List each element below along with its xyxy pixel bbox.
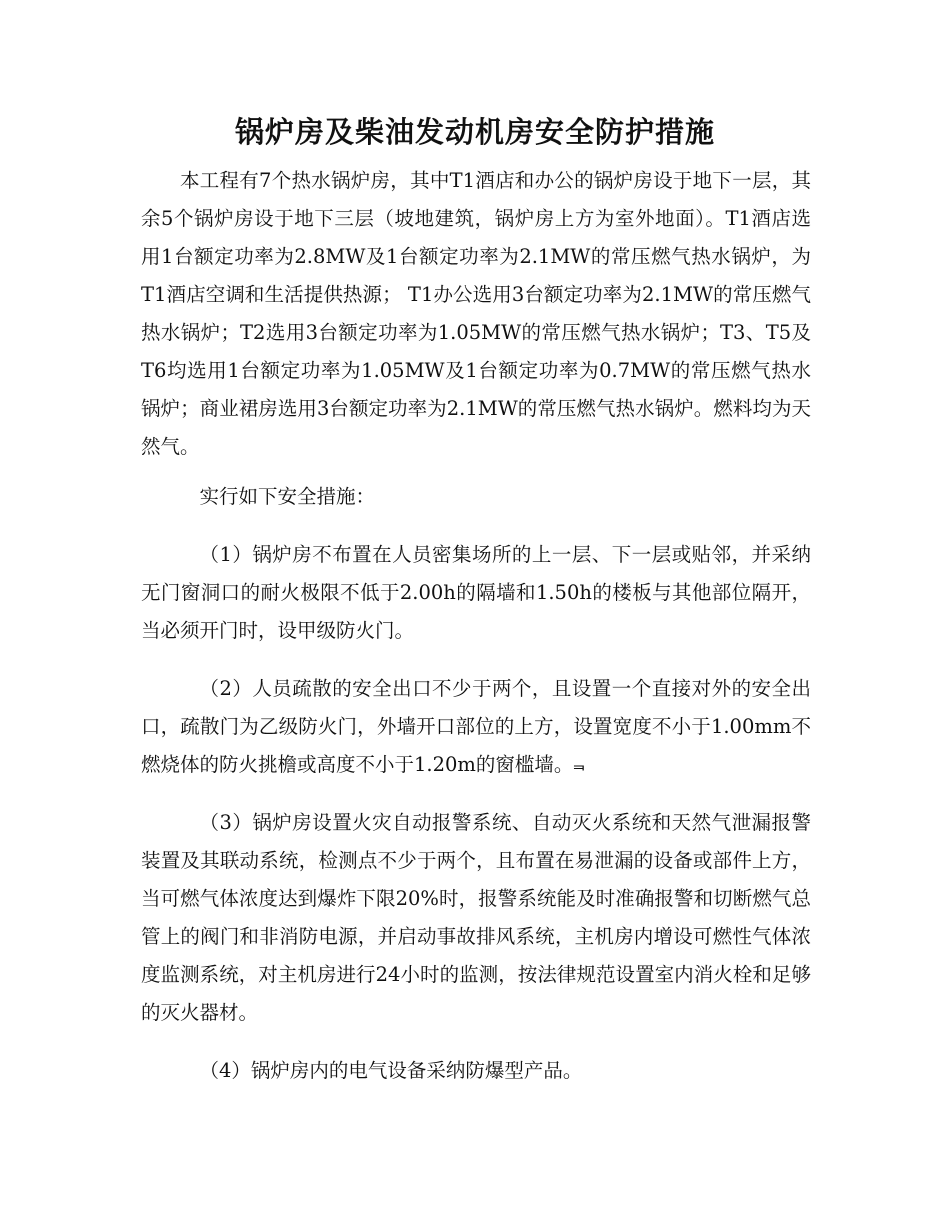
measure-item-2: （2）人员疏散的安全出口不少于两个，且设置一个直接对外的安全出口，疏散门为乙级防火门，外墙开口部位的上方，设置宽度不小于1.00mm不燃烧体的防火挑檐或高度不小于1.20m的窗槛墙。⫬ (141, 677, 811, 776)
measure-item-1: （1）锅炉房不布置在人员密集场所的上一层、下一层或贴邻，并采纳无门窗洞口的耐火极限不低于2.00h的隔墙和1.50h的楼板与其他部位隔开，当必须开门时，设甲级防火门。 (141, 543, 811, 642)
intro-paragraph: 本工程有7个热水锅炉房，其中T1酒店和办公的锅炉房设于地下一层，其余5个锅炉房设于地下三层（坡地建筑，锅炉房上方为室外地面）。T1酒店选用1台额定功率为2.8MW及1台额定功率为2.1MW的常压燃气热水锅炉，为T1酒店空调和生活提供热源； T1办公选用3台额定功率为2.1MW的常压燃气热水锅炉；T2选用3台额定功率为1.05MW的常压燃气热水锅炉；T3、T5及T6均选用1台额定功率为1.05MW及1台额定功率为0.7MW的常压燃气热水锅炉；商业裙房选用3台额定功率为2.1MW的常压燃气热水锅炉。燃料均为天然气。 (141, 169, 811, 458)
measures-lead-paragraph: 实行如下安全措施： (199, 485, 376, 508)
document-body (141, 162, 811, 1090)
document-title: 锅炉房及柴油发动机房安全防护措施 (234, 115, 715, 149)
measure-item-3: （3）锅炉房设置火灾自动报警系统、自动灭火系统和天然气泄漏报警装置及其联动系统，检测点不少于两个，且布置在易泄漏的设备或部件上方，当可燃气体浓度达到爆炸下限20%时，报警系统能及时准确报警和切断燃气总管上的阀门和非消防电源，并启动事故排风系统，主机房内增设可燃性气体浓度监测系统，对主机房进行24小时的监测，按法律规范设置室内消火栓和足够的灭火器材。 (141, 811, 811, 1024)
measure-item-4: （4）锅炉房内的电气设备采纳防爆型产品。 (199, 1059, 583, 1082)
